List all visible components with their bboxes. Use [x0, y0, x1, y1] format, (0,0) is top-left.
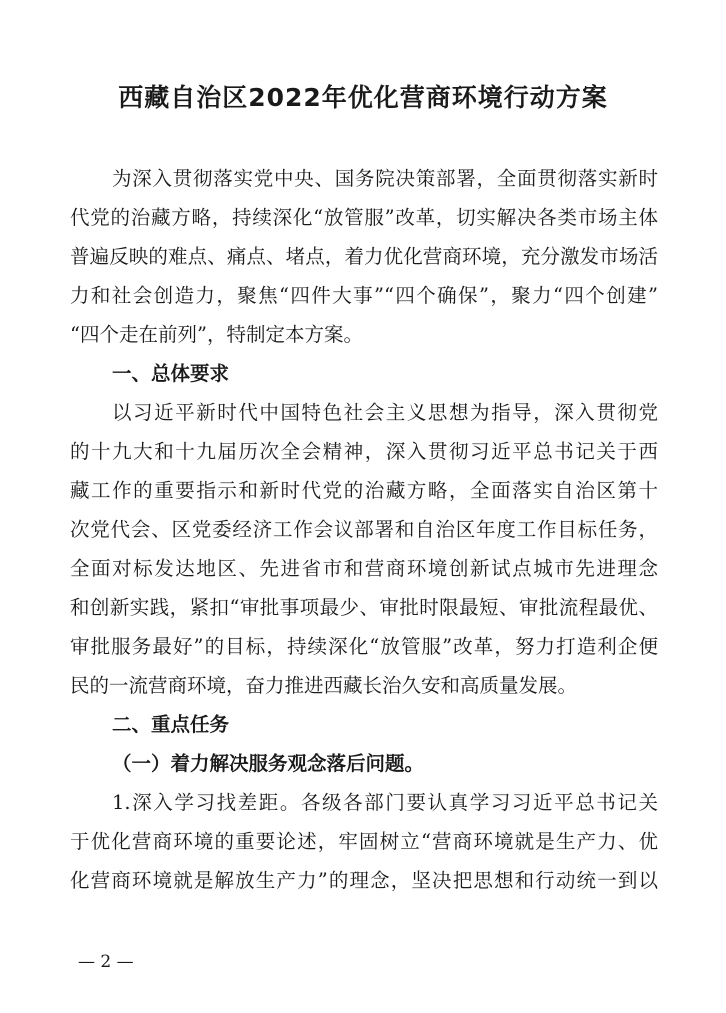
body-line: 普遍反映的难点、痛点、堵点，着力优化营商环境，充分激发市场活: [70, 245, 658, 268]
body-line: 化营商环境就是解放生产力”的理念，坚决把思想和行动统一到以: [70, 869, 658, 892]
body-line: 藏工作的重要指示和新时代党的治藏方略，全面落实自治区第十: [70, 479, 658, 502]
body-line: 1.深入学习找差距。各级各部门要认真学习习近平总书记关: [112, 791, 658, 814]
body-line: 次党代会、区党委经济工作会议部署和自治区年度工作目标任务，: [70, 518, 658, 541]
body-line: 为深入贯彻落实党中央、国务院决策部署，全面贯彻落实新时: [112, 167, 658, 190]
page-number: — 2 —: [78, 952, 134, 972]
body-line: 代党的治藏方略，持续深化“放管服”改革，切实解决各类市场主体: [70, 206, 658, 229]
body-line: 审批服务最好”的目标，持续深化“放管服”改革，努力打造利企便: [70, 635, 658, 658]
document-title: 西藏自治区2022年优化营商环境行动方案: [118, 83, 608, 112]
subsection-heading: （一）着力解决服务观念落后问题。: [112, 752, 425, 775]
body-line: 于优化营商环境的重要论述，牢固树立“营商环境就是生产力、优: [70, 830, 658, 853]
body-line: 力和社会创造力，聚焦“四件大事”“四个确保”，聚力“四个创建”: [70, 284, 658, 307]
body-line: 和创新实践，紧扣“审批事项最少、审批时限最短、审批流程最优、: [70, 596, 658, 619]
body-line: 民的一流营商环境，奋力推进西藏长治久安和高质量发展。: [70, 674, 578, 697]
section-heading: 一、总体要求: [112, 362, 230, 385]
section-heading: 二、重点任务: [112, 713, 230, 736]
body-line: “四个走在前列”，特制定本方案。: [70, 323, 363, 346]
body-line: 全面对标发达地区、先进省市和营商环境创新试点城市先进理念: [70, 557, 658, 580]
body-line: 以习近平新时代中国特色社会主义思想为指导，深入贯彻党: [112, 401, 658, 424]
body-line: 的十九大和十九届历次全会精神，深入贯彻习近平总书记关于西: [70, 440, 658, 463]
